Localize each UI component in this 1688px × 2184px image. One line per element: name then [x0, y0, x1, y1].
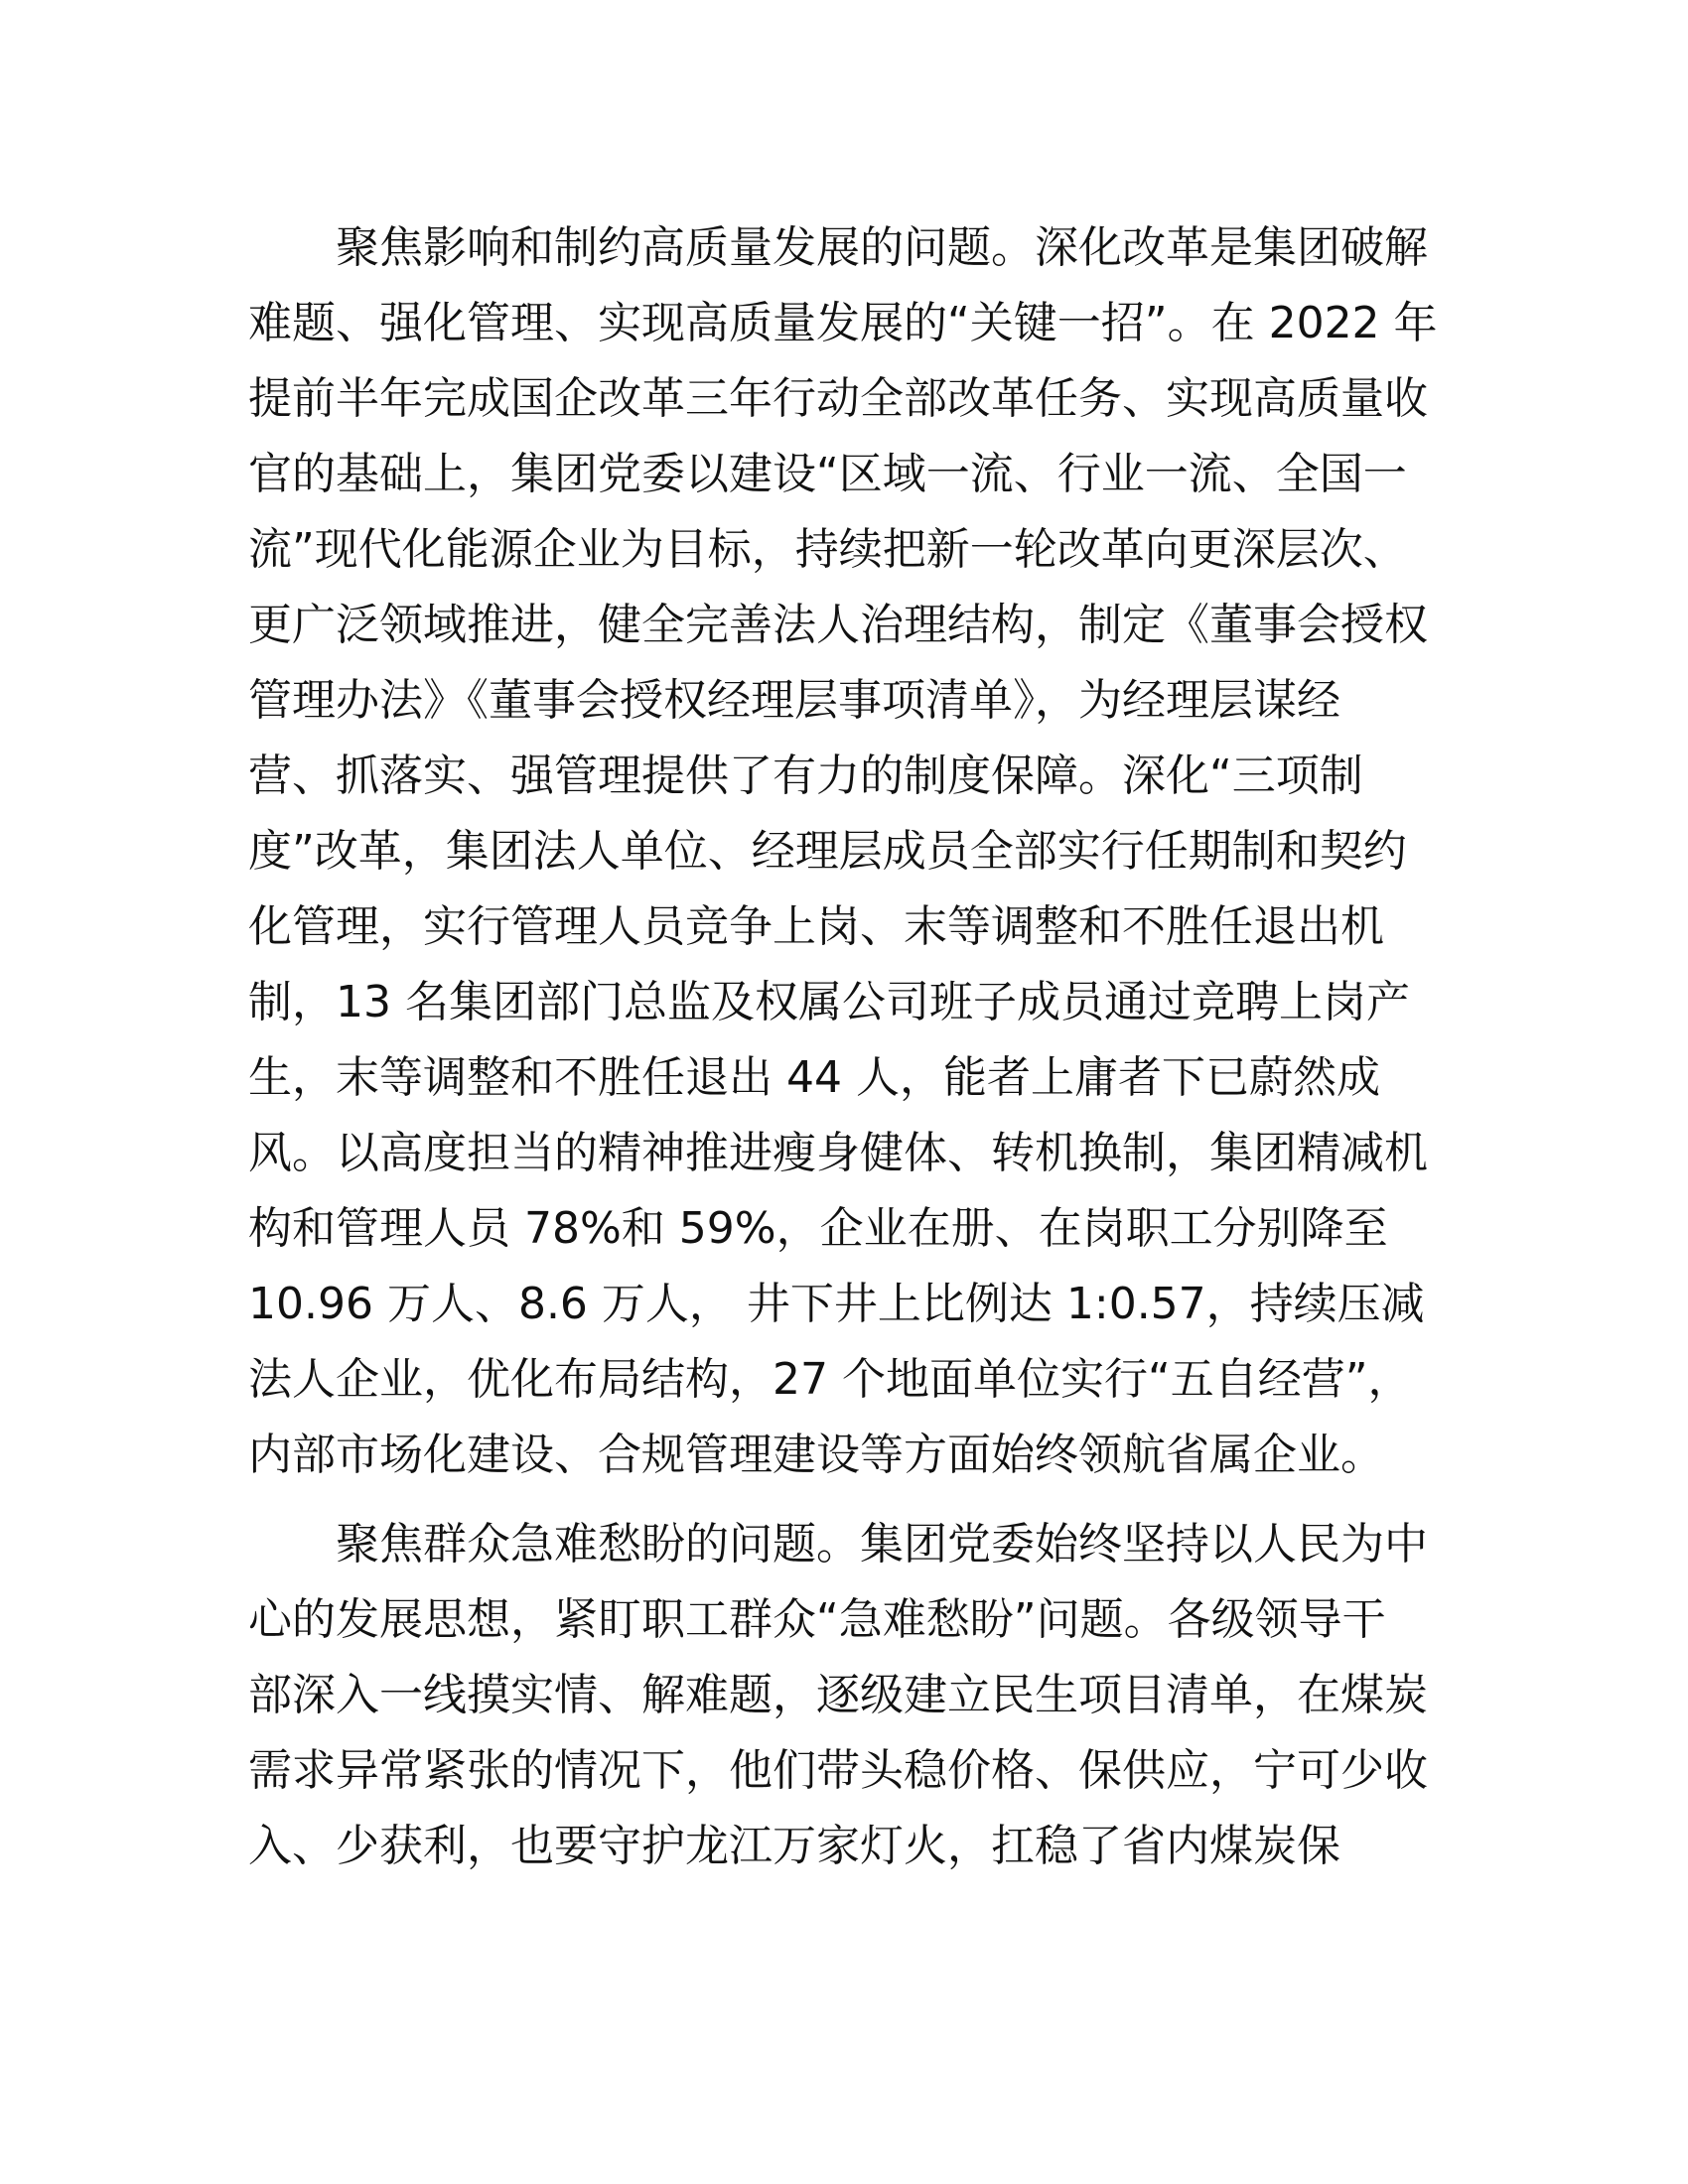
text-line: 法人企业，优化布局结构，27 个地面单位实行“五自经营”， [248, 1354, 1412, 1405]
text-line: 流”现代化能源企业为目标，持续把新一轮改革向更深层次、 [248, 524, 1407, 575]
text-line: 风。以高度担当的精神推进瘦身健体、转机换制，集团精减机 [248, 1128, 1428, 1178]
paragraph-reform [248, 210, 1440, 1493]
text-line: 难题、强化管理、实现高质量发展的“关键一招”。在 2022 年 [248, 298, 1438, 348]
text-line: 制，13 名集团部门总监及权属公司班子成员通过竞聘上岗产 [248, 977, 1410, 1027]
text-line: 聚焦影响和制约高质量发展的问题。深化改革是集团破解 [336, 222, 1428, 273]
text-line: 10.96 万人、8.6 万人， 井下井上比例达 1:0.57，持续压减 [248, 1279, 1425, 1329]
text-line: 更广泛领域推进，健全完善法人治理结构，制定《董事会授权 [248, 600, 1428, 650]
paragraph-people [248, 1507, 1440, 1884]
text-line: 官的基础上，集团党委以建设“区域一流、行业一流、全国一 [248, 449, 1407, 499]
text-line: 入、少获利，也要守护龙江万家灯火，扛稳了省内煤炭保 [248, 1821, 1340, 1871]
text-line: 化管理，实行管理人员竞争上岗、末等调整和不胜任退出机 [248, 901, 1384, 952]
document-body [248, 210, 1440, 1884]
text-line: 提前半年完成国企改革三年行动全部改革任务、实现高质量收 [248, 373, 1428, 424]
text-line: 度”改革，集团法人单位、经理层成员全部实行任期制和契约 [248, 826, 1407, 877]
text-line: 聚焦群众急难愁盼的问题。集团党委始终坚持以人民为中 [336, 1519, 1428, 1570]
text-line: 构和管理人员 78%和 59%，企业在册、在岗职工分别降至 [248, 1203, 1388, 1254]
text-line: 心的发展思想，紧盯职工群众“急难愁盼”问题。各级领导干 [248, 1594, 1386, 1645]
text-line: 营、抓落实、强管理提供了有力的制度保障。深化“三项制 [248, 751, 1363, 801]
text-line: 需求异常紧张的情况下，他们带头稳价格、保供应，宁可少收 [248, 1745, 1428, 1796]
text-line: 管理办法》《董事会授权经理层事项清单》，为经理层谋经 [248, 675, 1340, 726]
text-line: 内部市场化建设、合规管理建设等方面始终领航省属企业。 [248, 1430, 1384, 1480]
text-line: 部深入一线摸实情、解难题，逐级建立民生项目清单，在煤炭 [248, 1670, 1428, 1720]
text-line: 生，末等调整和不胜任退出 44 人，能者上庸者下已蔚然成 [248, 1052, 1380, 1103]
